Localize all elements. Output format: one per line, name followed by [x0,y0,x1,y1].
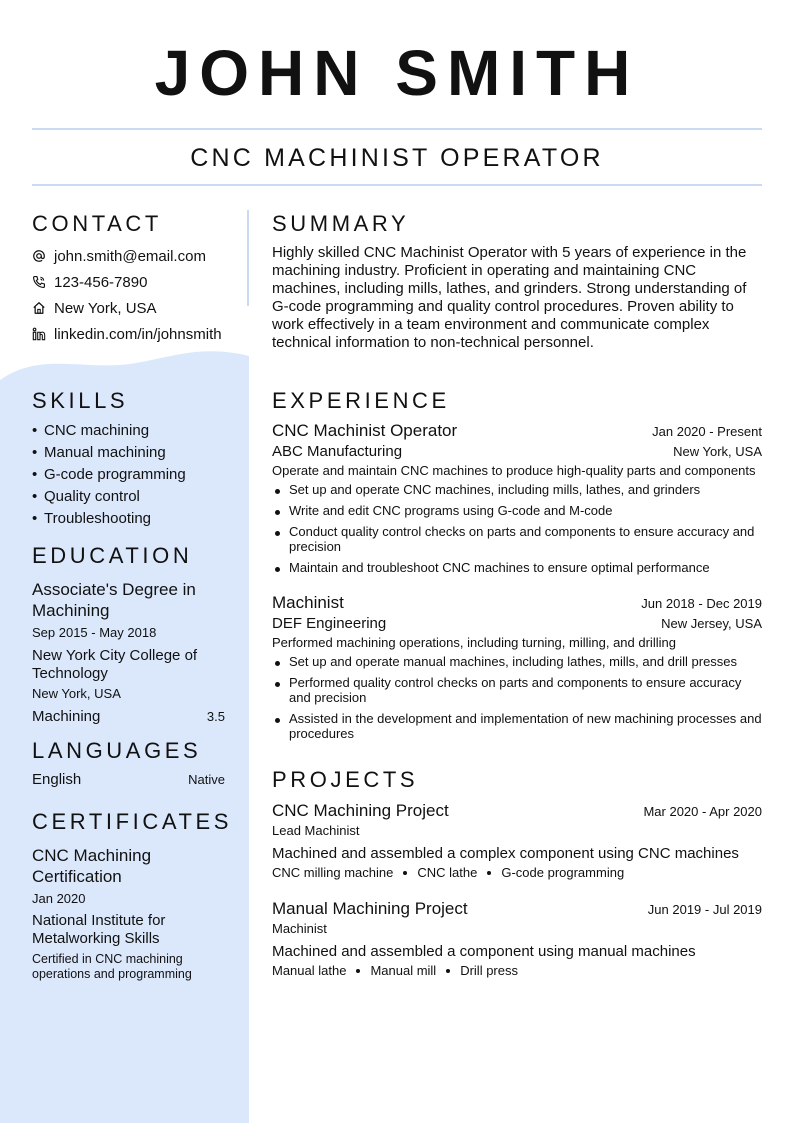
skill-item: • G-code programming [32,466,186,483]
tool-separator [356,969,360,973]
projects-heading: PROJECTS [272,767,419,792]
education-gpa: 3.5 [206,709,225,724]
certificate-description: Certified in CNC machining operations and programming [32,952,192,981]
contact-location-text: New York, USA [54,299,157,317]
job-bullet: Performed quality control checks on parts and components to ensure accuracy and precision [272,675,762,705]
contact-divider [247,210,249,306]
experience-job [272,420,762,575]
project-name: Manual Machining Project [272,899,468,918]
job-bullet: Set up and operate manual machines, including lathes, mills, and drill presses [272,654,762,669]
certificates-heading: CERTIFICATES [32,809,233,834]
contact-phone-text: 123-456-7890 [54,273,148,291]
job-location: New Jersey, USA [661,616,762,631]
education-degree: Associate's Degree in Machining [32,580,196,620]
job-description: Operate and maintain CNC machines to produce high-quality parts and components [272,463,756,478]
project-role: Lead Machinist [272,823,360,838]
job-bullet: Write and edit CNC programs using G-code and M-code [272,503,762,518]
job-role: CNC Machinist Operator [272,421,458,440]
education-field-row [32,708,225,725]
contact-linkedin-text: linkedin.com/in/johnsmith [54,325,222,343]
job-header [272,592,762,614]
contact-phone[interactable] [32,269,242,295]
skill-item: • Manual machining [32,444,166,461]
job-bullet: Conduct quality control checks on parts and components to ensure accuracy and precision [272,524,762,554]
project-role: Machinist [272,921,327,936]
project-tools [272,865,762,881]
job-dates: Jun 2018 - Dec 2019 [641,596,762,611]
job-company-row [272,442,762,462]
project-tool: Drill press [460,963,518,978]
project-header [272,800,762,822]
candidate-name: JOHN SMITH [154,37,640,109]
contact-section [32,211,232,237]
language-name: English [32,771,82,788]
job-bullet: Set up and operate CNC machines, including mills, lathes, and grinders [272,482,762,497]
job-company-row [272,614,762,634]
contact-heading: CONTACT [32,211,162,236]
education-location: New York, USA [32,686,121,701]
certificate-issuer: National Institute for Metalworking Skills [32,912,166,947]
header-divider-top [32,128,762,130]
project-description: Machined and assembled a complex component using CNC machines [272,845,739,862]
experience-section [272,388,762,747]
project-item [272,898,762,979]
linkedin-icon [32,327,46,341]
contact-linkedin[interactable] [32,321,242,347]
languages-section [32,738,225,788]
language-level: Native [188,772,225,787]
skill-item: • CNC machining [32,422,150,439]
certificate-name: CNC Machining Certification [32,846,152,886]
project-header [272,898,762,920]
job-header [272,420,762,442]
education-field: Machining [32,708,101,725]
skills-list [32,420,232,530]
phone-icon [32,275,46,289]
project-dates: Mar 2020 - Apr 2020 [643,804,762,819]
job-description: Performed machining operations, including turning, milling, and drilling [272,635,676,650]
job-bullet: Assisted in the development and implementation of new machining processes and procedures [272,711,762,741]
project-tool: CNC lathe [417,865,478,880]
skills-heading: SKILLS [32,388,129,413]
skill-item: • Troubleshooting [32,510,152,527]
tool-separator [446,969,450,973]
project-item [272,800,762,881]
language-item [32,771,225,788]
job-bullet: Maintain and troubleshoot CNC machines to ensure optimal performance [272,560,762,575]
contact-location [32,295,242,321]
job-company: DEF Engineering [272,615,387,632]
summary-text: Highly skilled CNC Machinist Operator with 5 years of experience in the machining industry. Proficient in operating and maintaining CNC machines, including mills, lathes, and grinders. Strong understanding of G-code programming and quality control procedures. Proven ability to work effectively in a team environment and communicate complex technical information to non-technical personnel. [272,244,747,351]
tool-separator [403,871,407,875]
job-title: CNC MACHINIST OPERATOR [190,144,604,172]
education-dates: Sep 2015 - May 2018 [32,625,157,640]
project-tool: Manual mill [370,963,437,978]
job-bullets [272,654,762,741]
project-tool: Manual lathe [272,963,347,978]
contact-list [32,243,242,347]
education-section [32,543,225,725]
job-company: ABC Manufacturing [272,443,403,460]
project-tools [272,963,762,979]
project-name: CNC Machining Project [272,801,449,820]
experience-job [272,592,762,741]
job-role: Machinist [272,593,344,612]
contact-email[interactable] [32,243,242,269]
projects-section [272,767,762,979]
at-icon [32,249,46,263]
education-heading: EDUCATION [32,543,193,568]
tool-separator [487,871,491,875]
home-icon [32,301,46,315]
summary-section [272,211,762,352]
job-bullets [272,482,762,575]
project-dates: Jun 2019 - Jul 2019 [647,902,762,917]
certificates-section [32,809,233,982]
skill-item: • Quality control [32,488,140,505]
header-divider-bottom [32,184,762,186]
project-tool: CNC milling machine [272,865,394,880]
education-school: New York City College of Technology [32,647,198,682]
summary-heading: SUMMARY [272,211,410,236]
languages-heading: LANGUAGES [32,738,202,763]
job-location: New York, USA [673,444,762,459]
certificate-date: Jan 2020 [32,891,86,906]
project-tool: G-code programming [501,865,625,880]
project-description: Machined and assembled a component using manual machines [272,943,696,960]
contact-email-text: john.smith@email.com [54,247,206,265]
skills-section [32,388,232,530]
experience-heading: EXPERIENCE [272,388,450,413]
job-dates: Jan 2020 - Present [652,424,762,439]
